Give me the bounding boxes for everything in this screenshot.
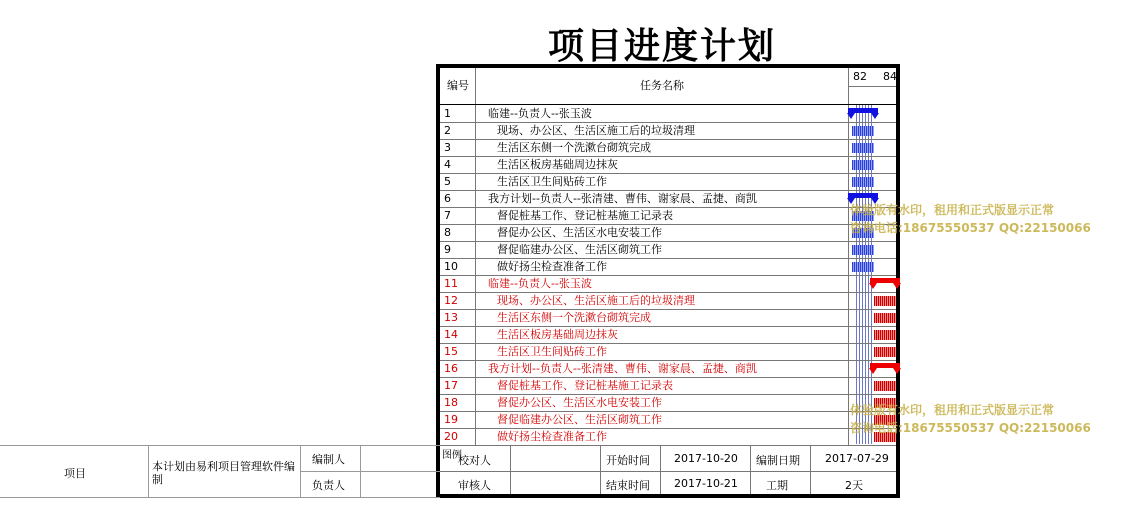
page-title: 项目进度计划 [548,25,777,67]
table-row-num: 16 [444,362,458,375]
table-row-task: 督促桩基工作、登记桩基施工记录表 [497,379,673,392]
table-row-num: 18 [444,396,458,409]
table-row-task: 现场、办公区、生活区施工后的垃圾清理 [497,294,695,307]
summary-marker-icon [869,368,877,374]
footer-left-mid-line [300,471,440,472]
reviewer-label: 审核人 [458,479,491,492]
table-row-task: 临建--负责人--张玉波 [488,277,592,290]
software-note: 本计划由易利项目管理软件编制 [152,460,295,486]
header-day-start: 82 [853,70,867,83]
end-time-label: 结束时间 [606,479,650,492]
footer-divider [510,445,511,494]
task-bar [874,330,896,340]
table-row-num: 7 [444,209,451,222]
table-row-num: 3 [444,141,451,154]
table-row-num: 10 [444,260,458,273]
table-row-task: 督促桩基工作、登记桩基施工记录表 [497,209,673,222]
table-row-num: 19 [444,413,458,426]
table-row-num: 9 [444,243,451,256]
task-bar [852,245,874,255]
footer-left-divider [300,445,301,497]
task-bar [852,126,874,136]
header-task: 任务名称 [640,79,684,92]
header-divider [440,104,896,105]
summary-marker-icon [847,113,855,119]
table-row-num: 20 [444,430,458,443]
task-bar [852,177,874,187]
table-row-num: 12 [444,294,458,307]
start-time-label: 开始时间 [606,454,650,467]
table-row-num: 11 [444,277,458,290]
author-label: 编制人 [312,453,345,466]
footer-divider [660,445,661,494]
table-row-task: 生活区板房基础周边抹灰 [497,328,618,341]
task-bar [874,381,896,391]
header-num: 编号 [447,79,469,92]
footer-divider [810,445,811,494]
table-row-num: 15 [444,345,458,358]
footer-mid-line [440,471,896,472]
summary-marker-icon [893,283,901,289]
table-row-task: 我方计划--负责人--张清建、曹伟、谢家晨、孟捷、商凯 [488,192,757,205]
table-row-task: 生活区板房基础周边抹灰 [497,158,618,171]
duration-value: 2天 [845,479,863,492]
task-bar [852,143,874,153]
task-bar [874,313,896,323]
table-row-task: 做好扬尘检查准备工作 [497,260,607,273]
footer-divider [600,445,601,494]
row-divider [440,445,896,446]
summary-marker-icon [869,283,877,289]
checker-label: 校对人 [458,454,491,467]
made-date-value: 2017-07-29 [825,452,889,465]
table-row-task: 督促办公区、生活区水电安装工作 [497,396,662,409]
footer-left-divider [148,445,149,497]
table-row-num: 4 [444,158,451,171]
table-row-num: 2 [444,124,451,137]
end-time-value: 2017-10-21 [674,477,738,490]
header-day-end: 84 [883,70,897,83]
timescale-divider [849,86,896,87]
table-row-task: 生活区卫生间贴砖工作 [497,175,607,188]
task-bar [852,160,874,170]
table-row-num: 8 [444,226,451,239]
summary-marker-icon [893,368,901,374]
owner-label: 负责人 [312,479,345,492]
watermark-line: 体验版有水印，租用和正式版显示正常 [850,203,1055,217]
table-row-task: 生活区东侧一个洗漱台砌筑完成 [497,311,651,324]
start-time-value: 2017-10-20 [674,452,738,465]
footer-left-top-line [0,445,440,446]
table-row-task: 临建--负责人--张玉波 [488,107,592,120]
table-row-num: 6 [444,192,451,205]
table-row-task: 督促办公区、生活区水电安装工作 [497,226,662,239]
table-row-num: 17 [444,379,458,392]
made-date-label: 编制日期 [756,454,800,467]
col-divider-num [475,68,476,445]
project-label: 项目 [64,467,86,480]
table-row-task: 生活区东侧一个洗漱台砌筑完成 [497,141,651,154]
task-bar [874,347,896,357]
table-row-task: 生活区卫生间贴砖工作 [497,345,607,358]
legend-label: 图例 [442,450,462,461]
table-row-num: 14 [444,328,458,341]
table-row-num: 13 [444,311,458,324]
footer-left-divider [360,445,361,497]
footer-divider [750,445,751,494]
table-row-task: 现场、办公区、生活区施工后的垃圾清理 [497,124,695,137]
col-divider-gantt [848,68,849,445]
table-row-num: 5 [444,175,451,188]
duration-label: 工期 [766,479,788,492]
summary-marker-icon [871,113,879,119]
table-row-task: 我方计划--负责人--张清建、曹伟、谢家晨、孟捷、商凯 [488,362,757,375]
task-bar [852,262,874,272]
watermark-line: 体验版有水印，租用和正式版显示正常 [850,403,1055,417]
watermark-line: 咨询电话:18675550537 QQ:22150066 [850,421,1091,435]
watermark-line: 咨询电话:18675550537 QQ:22150066 [850,221,1091,235]
table-row-num: 1 [444,107,451,120]
table-row-task: 督促临建办公区、生活区砌筑工作 [497,243,662,256]
footer-left-bottom-line [0,497,440,498]
table-row-task: 督促临建办公区、生活区砌筑工作 [497,413,662,426]
task-bar [874,296,896,306]
table-row-task: 做好扬尘检查准备工作 [497,430,607,443]
